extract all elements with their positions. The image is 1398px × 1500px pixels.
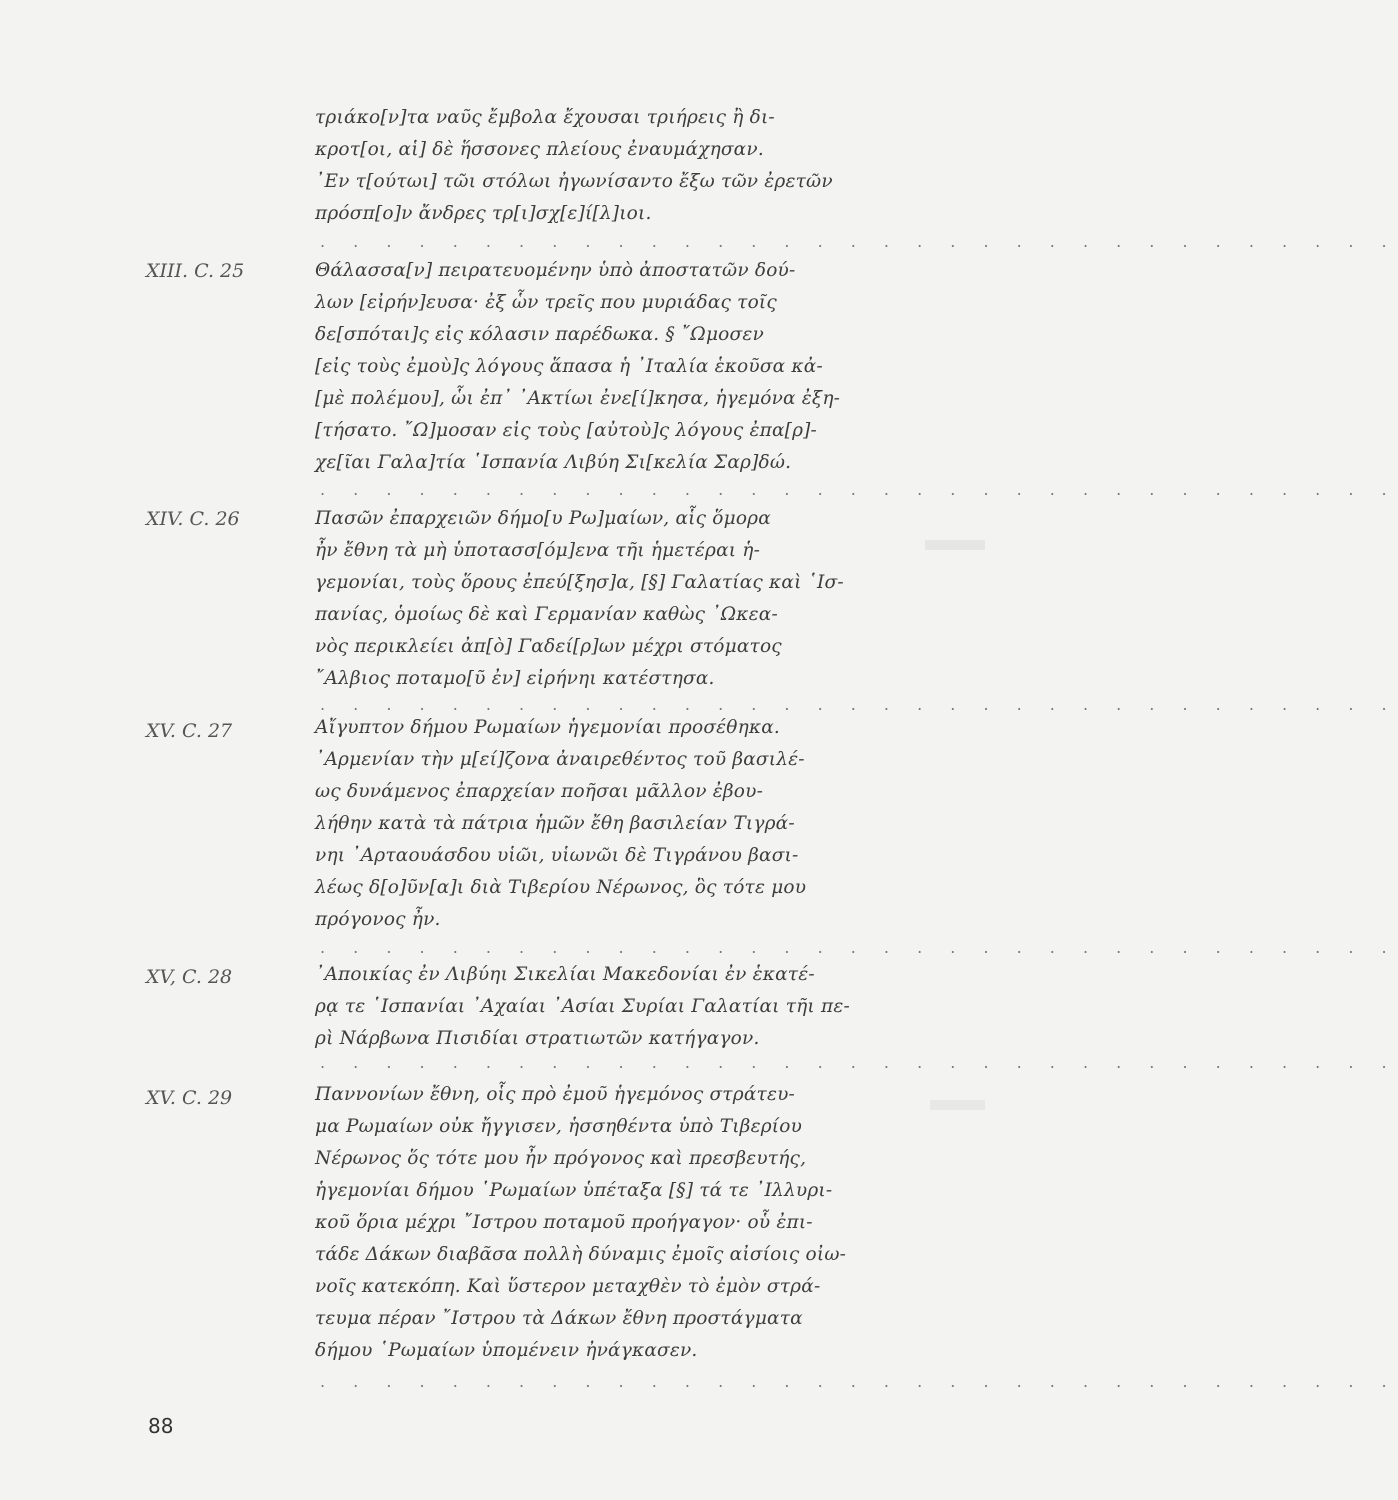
- text-line: ῎Αλβιος ποταμο[ῦ ἐν] εἰρήνηι κατέστησα.: [315, 668, 715, 689]
- text-line: πρόγονος ἦν.: [315, 909, 441, 930]
- text-line: ᾽Αρμενίαν τὴν μ[εί]ζονα ἀναιρεθέντος τοῦ βασιλέ-: [315, 749, 805, 770]
- text-line: πανίας, ὁμοίως δὲ καὶ Γερμανίαν καθὼς ᾽Ωκεα-: [315, 604, 778, 625]
- section-reference: XV, C. 28: [146, 966, 233, 988]
- text-line: νοῖς κατεκόπη. Καὶ ὕστερον μεταχθὲν τὸ ἐμὸν στρά-: [315, 1276, 821, 1297]
- page-number: 88: [148, 1414, 174, 1438]
- text-line: λέως δ[ο]ῦν[α]ι διὰ Τιβερίου Νέρωνος, ὃς τότε μου: [315, 877, 807, 898]
- text-line: ᾽Αποικίας ἐν Λιβύηι Σικελίαι Μακεδονίαι ἐν ἑκατέ-: [315, 964, 815, 985]
- text-line: νὸς περικλείει ἀπ[ὸ] Γαδεί[ρ]ων μέχρι στόματος: [315, 636, 782, 657]
- bleed-through-mark: [925, 540, 985, 550]
- paragraph-c26: [315, 503, 910, 695]
- paragraph-intro: [315, 102, 910, 230]
- text-line: νηι ᾽Αρταουάσδου υἱῶι, υἱωνῶι δὲ Τιγράνου βασι-: [315, 845, 799, 866]
- section-reference: XV. C. 29: [146, 1087, 233, 1109]
- text-line: Πασῶν ἐπαρχειῶν δήμο[υ Ρω]μαίων, αἷς ὅμορα: [315, 508, 771, 529]
- paragraph-c28: [315, 959, 910, 1055]
- text-line: [μὲ πολέμου], ὧι ἐπ᾽ ᾽Ακτίωι ἐνε[ί]κησα, ἡγεμόνα ἐξη-: [315, 388, 841, 409]
- section-reference: XIII. C. 25: [146, 260, 245, 282]
- text-line: [τήσατο. ῎Ω]μοσαν εἰς τοὺς [αὐτοὺ]ς λόγους ἐπα[ρ]-: [315, 420, 818, 441]
- text-line: ᾿Εν τ[ούτωι] τῶι στόλωι ἠγωνίσαντο ἔξω τῶν ἐρετῶν: [315, 171, 833, 192]
- ellipsis-dots: . . . . . . . . . . . . . . . . . . . . . . . . . . . . . . . . .: [320, 1372, 1398, 1391]
- text-line: λων [εἰρήν]ευσα· ἐξ ὧν τρεῖς που μυριάδας τοῖς: [315, 292, 777, 313]
- text-line: τριάκο[ν]τα ναῦς ἔμβολα ἔχουσαι τριήρεις ἢ δι-: [315, 107, 775, 128]
- text-line: Θάλασσα[ν] πειρατευομένην ὑπὸ ἀποστατῶν δού-: [315, 260, 796, 281]
- text-line: κοῦ ὅρια μέχρι ῎Ιστρου ποταμοῦ προήγαγον· οὗ ἐπι-: [315, 1212, 813, 1233]
- ellipsis-dots: . . . . . . . . . . . . . . . . . . . . . . . . . . . . . . . . .: [320, 938, 1398, 957]
- ellipsis-dots: . . . . . . . . . . . . . . . . . . . . . . . . . . . . . . . . .: [320, 480, 1398, 499]
- text-line: Αἴγυπτον δήμου Ρωμαίων ἡγεμονίαι προσέθηκα.: [315, 717, 781, 738]
- paragraph-c29: [315, 1079, 910, 1367]
- text-line: γεμονίαι, τοὺς ὅρους ἐπεύ[ξησ]α, [§] Γαλατίας καὶ ῾Ισ-: [315, 572, 844, 593]
- text-line: μα Ρωμαίων οὐκ ἤγγισεν, ἡσσηθέντα ὑπὸ Τιβερίου: [315, 1116, 803, 1137]
- text-line: τευμα πέραν ῎Ιστρου τὰ Δάκων ἔθνη προστάγματα: [315, 1308, 803, 1329]
- ellipsis-dots: . . . . . . . . . . . . . . . . . . . . . . . . . . . . . . . . .: [320, 695, 1398, 714]
- section-reference: XIV. C. 26: [146, 508, 240, 530]
- ellipsis-dots: . . . . . . . . . . . . . . . . . . . . . . . . . . . . . . . . .: [320, 1053, 1398, 1072]
- text-line: [εἰς τοὺς ἐμοὺ]ς λόγους ἅπασα ἡ ᾽Ιταλία ἑκοῦσα κἀ-: [315, 356, 823, 377]
- text-line: πρόσπ[ο]ν ἄνδρες τρ[ι]σχ[ε]ί[λ]ιοι.: [315, 203, 652, 224]
- text-line: κροτ[οι, αἱ] δὲ ἥσσονες πλείους ἐναυμάχησαν.: [315, 139, 764, 160]
- text-line: χε[ῖαι Γαλα]τία ῾Ισπανία Λιβύη Σι[κελία Σαρ]δώ.: [315, 452, 792, 473]
- section-reference: XV. C. 27: [146, 720, 233, 742]
- text-line: τάδε Δάκων διαβᾶσα πολλὴ δύναμις ἐμοῖς αἰσίοις οἰω-: [315, 1244, 847, 1265]
- text-line: ἡγεμονίαι δήμου ῾Ρωμαίων ὑπέταξα [§] τά τε ᾽Ιλλυρι-: [315, 1180, 833, 1201]
- ellipsis-dots: . . . . . . . . . . . . . . . . . . . . . . . . . . . . . . . . .: [320, 232, 1398, 251]
- text-line: δήμου ῾Ρωμαίων ὑπομένειν ἠνάγκασεν.: [315, 1340, 698, 1361]
- text-line: λήθην κατὰ τὰ πάτρια ἡμῶν ἔθη βασιλείαν Τιγρά-: [315, 813, 795, 834]
- text-line: ρὶ Νάρβωνα Πισιδίαι στρατιωτῶν κατήγαγον.: [315, 1028, 760, 1049]
- bleed-through-mark: [930, 1100, 985, 1110]
- paragraph-c25: [315, 255, 910, 479]
- text-line: δε[σπόται]ς εἰς κόλασιν παρέδωκα. § ῎Ωμοσεν: [315, 324, 764, 345]
- text-line: ως δυνάμενος ἐπαρχείαν ποῆσαι μᾶλλον ἐβου-: [315, 781, 764, 802]
- text-line: ρᾳ τε ῾Ισπανίαι ᾽Αχαίαι ᾽Ασίαι Συρίαι Γαλατίαι τῆι πε-: [315, 996, 850, 1017]
- text-line: ἦν ἔθνη τὰ μὴ ὑποτασσ[όμ]ενα τῆι ἡμετέραι ἡ-: [315, 540, 761, 561]
- paragraph-c27: [315, 712, 910, 936]
- text-line: Παννονίων ἔθνη, οἷς πρὸ ἐμοῦ ἡγεμόνος στράτευ-: [315, 1084, 795, 1105]
- text-line: Νέρωνος ὅς τότε μου ἦν πρόγονος καὶ πρεσβευτής,: [315, 1148, 807, 1169]
